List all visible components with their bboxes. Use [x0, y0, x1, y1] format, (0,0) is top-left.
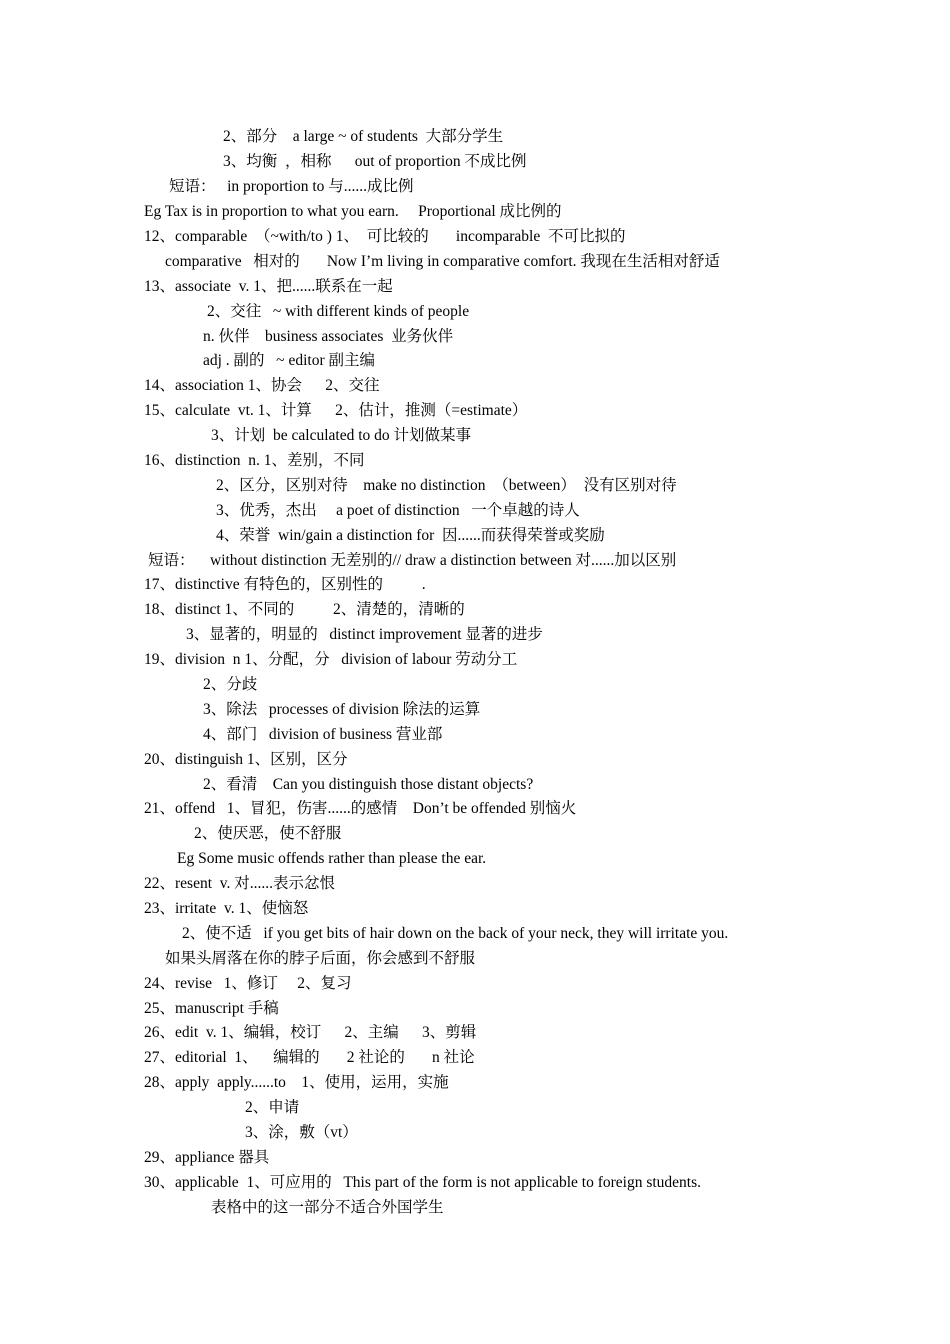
text-line: 2、交往 ~ with different kinds of people — [207, 303, 470, 320]
text-line: 15、calculate vt. 1、计算 2、估计，推测（=estimate） — [144, 402, 528, 419]
text-line: 24、revise 1、修订 2、复习 — [144, 975, 352, 992]
text-line: 13、associate v. 1、把......联系在一起 — [144, 278, 393, 295]
text-line: 17、distinctive 有特色的，区别性的 . — [144, 576, 426, 593]
text-line: 2、看清 Can you distinguish those distant objects? — [203, 776, 534, 793]
text-line: 3、除法 processes of division 除法的运算 — [203, 701, 481, 718]
text-line: Eg Some music offends rather than please the ear. — [177, 850, 487, 867]
text-line: 3、涂，敷（vt） — [245, 1124, 358, 1141]
text-line: 22、resent v. 对......表示忿恨 — [144, 875, 336, 892]
text-line: 21、offend 1、冒犯，伤害......的感情 Don’t be offended 别恼火 — [144, 800, 577, 817]
text-line: 25、manuscript 手稿 — [144, 1000, 279, 1017]
text-line: 2、部分 a large ~ of students 大部分学生 — [223, 128, 504, 145]
text-line: 2、使不适 if you get bits of hair down on the back of your neck, they will irritate you. — [182, 925, 729, 942]
text-line: comparative 相对的 Now I’m living in comparative comfort. 我现在生活相对舒适 — [165, 253, 720, 270]
text-line: 2、申请 — [245, 1099, 300, 1116]
text-line: 30、applicable 1、可应用的 This part of the form is not applicable to foreign students. — [144, 1174, 702, 1191]
text-line: 3、均衡 ，相称 out of proportion 不成比例 — [223, 153, 527, 170]
text-line: 28、apply apply......to 1、使用，运用，实施 — [144, 1074, 449, 1091]
text-line: 表格中的这一部分不适合外国学生 — [211, 1199, 444, 1216]
text-line: 16、distinction n. 1、差别，不同 — [144, 452, 365, 469]
text-line: 12、comparable （~with/to ) 1、 可比较的 incomparable 不可比拟的 — [144, 228, 626, 245]
text-line: 23、irritate v. 1、使恼怒 — [144, 900, 309, 917]
text-line: 26、edit v. 1、编辑，校订 2、主编 3、剪辑 — [144, 1024, 477, 1041]
text-line: 3、显著的，明显的 distinct improvement 显著的进步 — [186, 626, 543, 643]
text-line: n. 伙伴 business associates 业务伙伴 — [203, 328, 454, 345]
text-line: 2、区分，区别对待 make no distinction （between） 没有区别对待 — [216, 477, 677, 494]
text-line: 3、优秀，杰出 a poet of distinction 一个卓越的诗人 — [216, 502, 580, 519]
text-line: 14、association 1、协会 2、交往 — [144, 377, 380, 394]
text-line: 4、部门 division of business 营业部 — [203, 726, 443, 743]
text-line: 18、distinct 1、不同的 2、清楚的，清晰的 — [144, 601, 465, 618]
text-line: 2、分歧 — [203, 676, 258, 693]
text-line: 20、distinguish 1、区别，区分 — [144, 751, 348, 768]
text-line: 如果头屑落在你的脖子后面，你会感到不舒服 — [165, 950, 476, 967]
text-line: Eg Tax is in proportion to what you earn. Proportional 成比例的 — [144, 203, 562, 220]
text-line: 2、使厌恶，使不舒服 — [194, 825, 342, 842]
text-line: 27、editorial 1、 编辑的 2 社论的 n 社论 — [144, 1049, 475, 1066]
text-line: 29、appliance 器具 — [144, 1149, 270, 1166]
text-line: 19、division n 1、分配，分 division of labour 劳动分工 — [144, 651, 518, 668]
text-line: 短语： without distinction 无差别的// draw a distinction between 对......加以区别 — [148, 552, 677, 569]
text-line: adj . 副的 ~ editor 副主编 — [203, 352, 375, 369]
text-line: 4、荣誉 win/gain a distinction for 因......而获得荣誉或奖励 — [216, 527, 605, 544]
text-line: 3、计划 be calculated to do 计划做某事 — [211, 427, 472, 444]
text-line: 短语： in proportion to 与......成比例 — [169, 178, 414, 195]
